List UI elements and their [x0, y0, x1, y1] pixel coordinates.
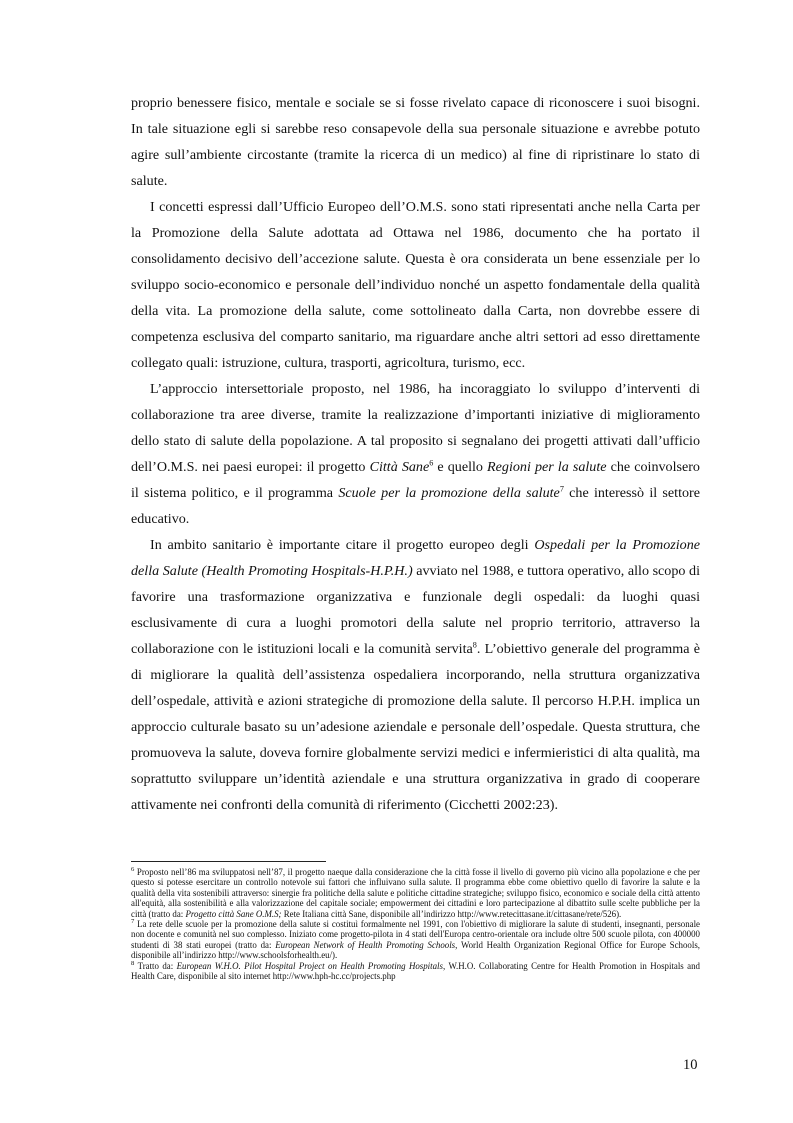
footnote-6-text-c: Rete Italiana città Sane, disponibile all’indirizzo http://www.retecittasane.it/cittasane/rete/526).: [281, 908, 622, 919]
paragraph-3-text-c: e quello: [433, 459, 488, 475]
paragraph-1-text: proprio benessere fisico, mentale e sociale se si fosse rivelato capace di riconoscere i suoi bisogni. In tale situazione egli si sarebbe reso consapevole della sua personale situazione e avrebbe potuto agire sull’ambiente circostante (tramite la ricerca di un medico) al fine di ripristinare lo stato di salute.: [131, 95, 700, 189]
footnote-separator: [131, 861, 326, 862]
footnote-6: [131, 867, 700, 919]
footnote-7: [131, 919, 700, 961]
footnote-6-number: 6: [131, 866, 135, 874]
footnote-ref-7[interactable]: 7: [559, 484, 564, 494]
scuole-promozione-title: Scuole per la promozione della salute: [338, 485, 560, 501]
paragraph-4-text-d: . L’obiettivo generale del programma è di migliorare la qualità dell’assistenza ospedaliera incorporando, nella struttura organizzativa dell’ospedale, attività e azioni strategiche di promozione della salute. Il percorso H.P.H. implica un approccio culturale basato su un’adesione aziendale e personale dell’ospedale. Questa struttura, che promuoveva la salute, doveva fornire globalmente servizi medici e infermieristici di alta qualità, ma soprattutto sviluppare un’identità aziendale e una struttura organizzativa in grado di cooperare attivamente nei confronti della comunità di riferimento (Cicchetti 2002:23).: [131, 641, 700, 813]
page-number: 10: [683, 1057, 698, 1073]
footnote-7-text-c: , World Health Organization Regional Office for Europe Schools, disponibile all’indirizzo http://www.schoolsforhealth.eu/).: [131, 939, 700, 961]
main-text: [131, 90, 700, 818]
footnote-6-text-a: Proposto nell’86 ma sviluppatosi nell’87, il progetto naeque dalla considerazione che la città fosse il livello di governo più vicino alla popolazione e che per questo si potesse esercitare un controllo notevole sui fattori che influivano sulla salute. Il programma ebbe come obiettivo quello di favorire la salute e la qualità della vita sostenibili attraverso: sinergie fra politiche della salute e politiche cittadine strategiche; sviluppo fisico, economico e sociale della città attento all'equità, alla sostenibilità e alla valorizzazione del capitale sociale; empowerment dei cittadini e loro partecipazione al dibattito sulle scelte pubbliche per la città (tratto da:: [131, 867, 700, 919]
footnote-7-text-a: La rete delle scuole per la promozione della salute si costituì formalmente nel 1991, con l'obiettivo di migliorare la salute di studenti, insegnanti, personale non docente e comunità nel suo complesso. Iniziato come progetto-pilota in 4 stati dell'Europa centro-orientale ora include oltre 500 scuole pilota, con 400000 studenti di 38 stati europei (tratto da:: [131, 919, 700, 950]
hph-project-title: Ospedali per la Promozione della Salute (Health Promoting Hospitals-H.P.H.): [131, 537, 700, 579]
footnote-8-text-c: , W.H.O. Collaborating Centre for Health Promotion in Hospitals and Health Care, disponibile al sito internet http://www.hph-hc.cc/projects.php: [131, 960, 700, 982]
footnote-7-source-title: European Network of Health Promoting Schools: [275, 939, 456, 950]
footnote-ref-6[interactable]: 6: [429, 458, 434, 468]
paragraph-4-text-a: In ambito sanitario è importante citare il progetto europeo degli: [150, 537, 535, 553]
footnote-ref-8[interactable]: 8: [472, 640, 477, 650]
paragraph-3-text-g: che interessò il settore educativo.: [131, 485, 700, 527]
citta-sane-title: Città Sane: [369, 459, 430, 475]
paragraph-4: [131, 532, 700, 818]
paragraph-3-text-a: L’approccio intersettoriale proposto, nel 1986, ha incoraggiato lo sviluppo d’interventi di collaborazione tra aree diverse, tramite la realizzazione d’importanti iniziative di miglioramento dello stato di salute della popolazione. A tal proposito si segnalano dei progetti attivati dall’ufficio dell’O.M.S. nei paesi europei: il progetto: [131, 381, 700, 475]
paragraph-3: [131, 376, 700, 532]
paragraph-4-text-c: avviato nel 1988, e tuttora operativo, allo scopo di favorire una trasformazione organizzativa e funzionale degli ospedali: da luoghi quasi esclusivamente di cura a luoghi promotori della salute nel proprio territorio, attraverso la collaborazione con le istituzioni locali e la comunità servita: [131, 563, 700, 657]
footnote-8-number: 8: [131, 959, 135, 967]
footnotes: [131, 867, 700, 981]
regioni-per-la-salute-title: Regioni per la salute: [487, 459, 607, 475]
paragraph-1: [131, 90, 700, 194]
paragraph-2: [131, 194, 700, 376]
footnote-8-text-a: Tratto da:: [134, 960, 177, 971]
footnote-8: [131, 961, 700, 982]
footnote-8-source-title: European W.H.O. Pilot Hospital Project on Health Promoting Hospitals: [176, 960, 443, 971]
paragraph-3-text-e: che coinvolsero il sistema politico, e il programma: [131, 459, 700, 501]
footnote-7-number: 7: [131, 918, 135, 926]
footnote-6-source-title: Progetto città Sane O.M.S;: [185, 908, 282, 919]
paragraph-2-text: I concetti espressi dall’Ufficio Europeo dell’O.M.S. sono stati ripresentati anche nella Carta per la Promozione della Salute adottata ad Ottawa nel 1986, documento che ha portato il consolidamento decisivo dell’accezione salute. Questa è ora considerata un bene essenziale per lo sviluppo socio-economico e personale dell’individuo nonché un aspetto fondamentale della qualità della vita. La promozione della salute, come sottolineato dalla Carta, non dovrebbe essere di competenza esclusiva del comparto sanitario, ma riguardare anche altri settori ad esso direttamente collegato quali: istruzione, cultura, trasporti, agricoltura, turismo, ecc.: [131, 199, 700, 371]
